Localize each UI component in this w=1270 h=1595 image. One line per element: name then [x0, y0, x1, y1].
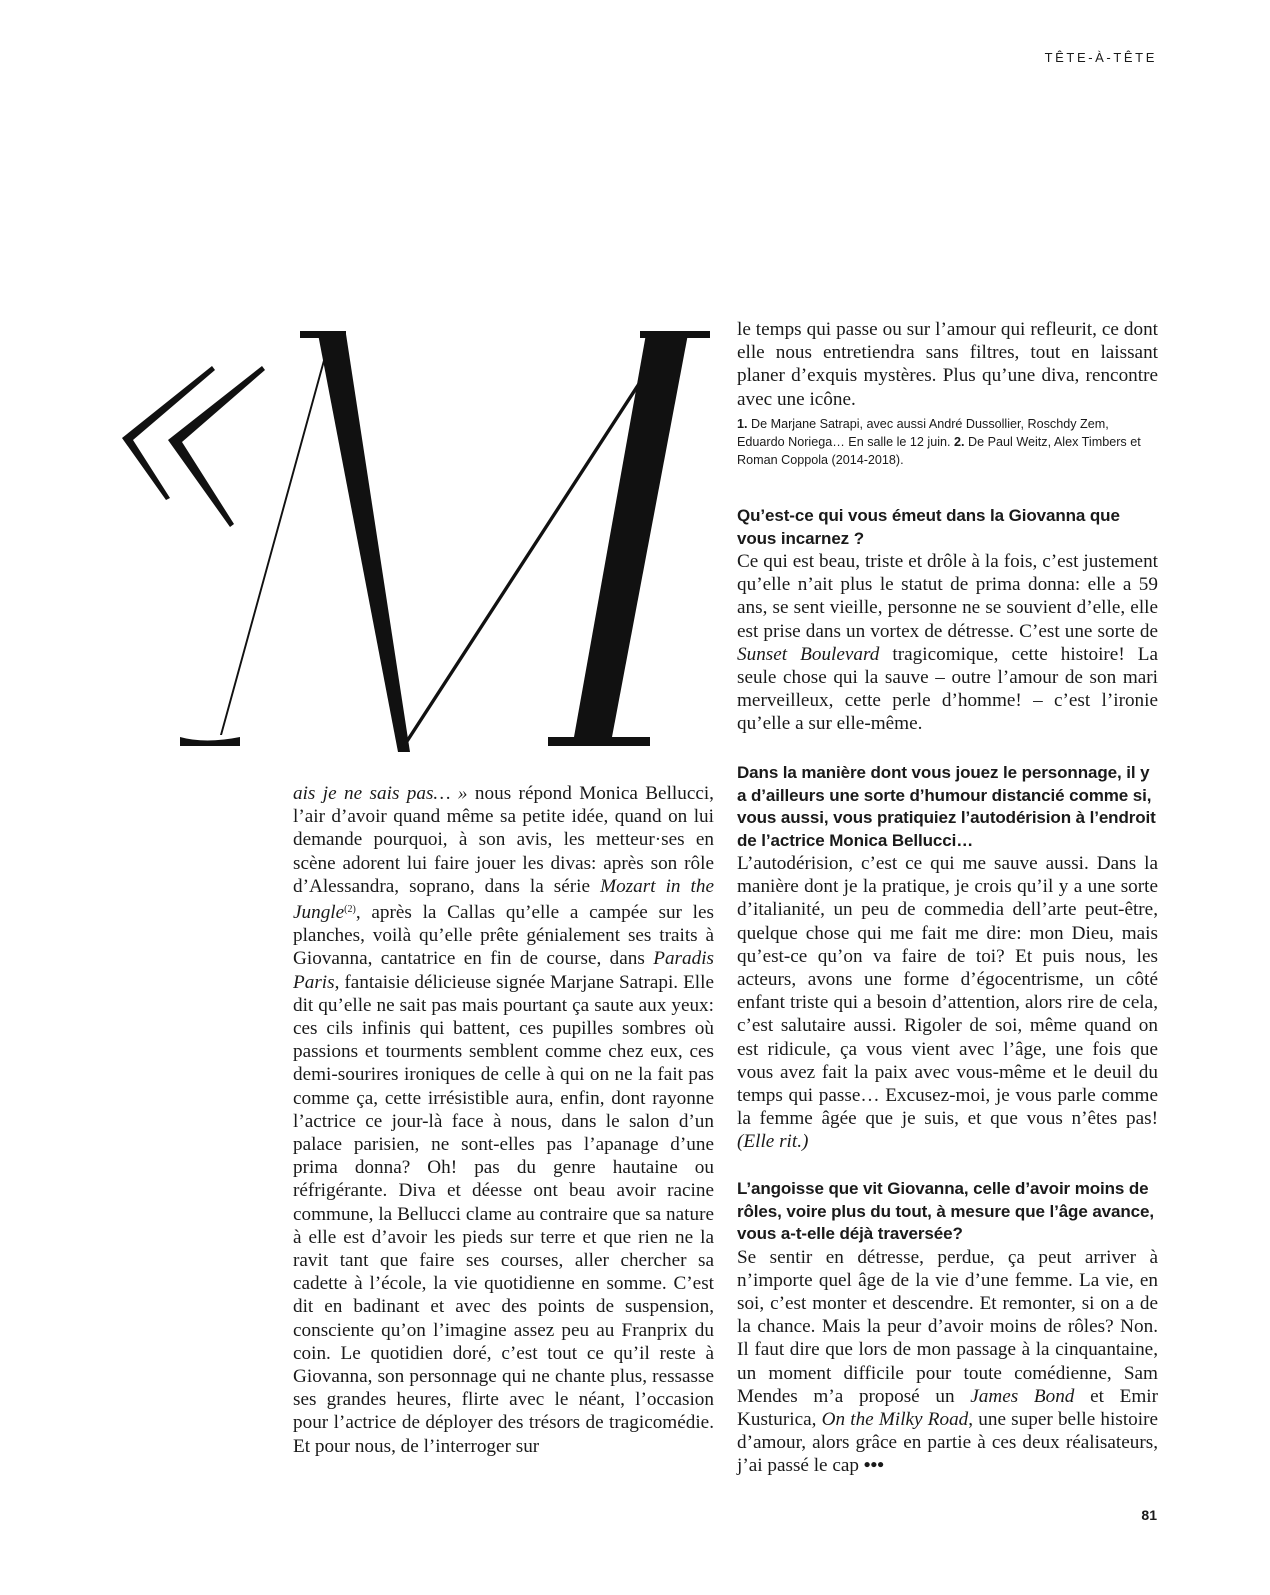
text-run: et Emir Kusturica, — [737, 1385, 1158, 1430]
footnote-ref: (2) — [344, 904, 356, 916]
text-run: De Marjane Satrapi, avec aussi André Dussollier, Roschdy Zem, Eduardo Noriega… En salle le 12 juin. — [737, 416, 1109, 449]
italic-title: ais je ne sais pas… » — [293, 783, 468, 804]
text-run: ••• — [863, 1455, 884, 1477]
interview-item-3 — [737, 1178, 1158, 1478]
text-run: , une super belle histoire d’amour, alors grâce en partie à ces deux réalisateurs, j’ai passé le cap — [737, 1408, 1158, 1477]
italic-title: Mozart in the Jungle — [293, 875, 715, 924]
text-run: De Paul Weitz, Alex Timbers et Roman Coppola (2014-2018). — [737, 434, 1141, 467]
text-run: 1. — [737, 416, 748, 431]
italic-title: (Elle rit.) — [737, 1131, 809, 1153]
italic-title: Paradis Paris — [293, 948, 714, 993]
interview-item-1 — [737, 505, 1158, 736]
text-run: Se sentir en détresse, perdue, ça peut arriver à n’importe quel âge de la vie d’une femme. La vie, en soi, c’est monter et descendre. Et remonter, si on a de la chance. Mais la peur d’avoir moins de rôles? Non. Il faut dire que lors de mon passage à la cinquantaine, un moment difficile pour toute comédienne, Sam Mendes m’a proposé un — [737, 1246, 1158, 1407]
interview-item-2 — [737, 762, 1158, 1154]
drop-cap-letter-m — [180, 331, 710, 752]
text-run: le temps qui passe ou sur l’amour qui refleurit, ce dont elle nous entretiendra sans filtres, tout en laissant planer d’exquis mystères. Plus qu’une diva, rencontre avec une icône. — [737, 319, 1158, 410]
italic-title: James Bond — [970, 1385, 1075, 1407]
opening-guillemet-icon — [122, 366, 265, 527]
intro-paragraph — [293, 782, 714, 1458]
drop-cap — [0, 0, 720, 780]
text-run: L’autodérision, c’est ce qui me sauve aussi. Dans la manière dont je la pratique, je crois qu’il y a une sorte d’italianité, un peu de commedia dell’arte peut-être, quelque chose qui me fait me dire: mon Dieu, mais qu’est-ce qu’on va faire de toi? Et puis nous, les acteurs, avons une forme d’égocentrisme, un côté enfant triste qui a besoin d’attention, alors rire de cela, c’est salutaire aussi. Rigoler de soi, même quand on est ridicule, ça vous vient avec l’âge, une fois que vous avez fait la paix avec vous-même et le deuil du temps qui passe… Excusez-moi, je vous parle comme la femme âgée que je suis, et que vous n’êtes pas! — [737, 853, 1158, 1130]
interview-answer — [737, 852, 1158, 1154]
interview-question: L’angoisse que vit Giovanna, celle d’avoir moins de rôles, voire plus du tout, à mesure que l’âge avance, vous a-t-elle déjà traversée? — [737, 1179, 1155, 1243]
text-run: Ce qui est beau, triste et drôle à la fois, c’est justement qu’elle n’ait plus le statut de prima donna: elle a 59 ans, se sent vieille, personne ne se souvient d’elle, elle est prise dans un vortex de détresse. C’est une sorte de — [737, 551, 1158, 642]
section-kicker: TÊTE-À-TÊTE — [1044, 50, 1157, 65]
text-run: , après la Callas qu’elle a campée sur les planches, voilà qu’elle prête génialement ses traits à Giovanna, cantatrice en fin de course, dans — [293, 902, 714, 970]
interview-question: Dans la manière dont vous jouez le personnage, il y a d’ailleurs une sorte d’humour distancié comme si, vous aussi, vous pratiquiez l’autodérision à l’endroit de l’actrice Monica Bellucci… — [737, 763, 1156, 850]
footnotes — [737, 415, 1158, 469]
text-run: nous répond Monica Bellucci, l’air d’avoir quand même sa petite idée, quand on lui demande pourquoi, à son avis, les metteur·ses en scène adorent lui faire jouer les divas: après son rôle d’Alessandra, soprano, dans la série — [293, 783, 714, 897]
intro-column-left — [293, 782, 714, 1458]
intro-column-right — [737, 318, 1158, 469]
text-run: tragicomique, cette histoire! La seule chose qui la sauve – outre l’amour de son mari merveilleux, cette perle d’homme! – c’est l’ironie qu’elle a sur elle-même. — [737, 643, 1159, 735]
interview-question: Qu’est-ce qui vous émeut dans la Giovanna que vous incarnez ? — [737, 506, 1120, 548]
italic-title: Sunset Boulevard — [737, 643, 880, 665]
interview-answer — [737, 550, 1158, 736]
interview-answer — [737, 1246, 1158, 1478]
text-run: , fantaisie délicieuse signée Marjane Satrapi. Elle dit qu’elle ne sait pas mais pourtant ça saute aux yeux: ces cils infinis qui battent, ces pupilles sombres où passions et tourments semblent comme chez eux, ces demi-sourires ironiques de celle à qui on ne la fait pas comme ça, cette irrésistible aura, enfin, dont rayonne l’actrice ce jour-là face à nous, dans le salon d’un palace parisien, ne sont-elles pas l’apanage d’une prima donna? Oh! pas du genre hautaine ou réfrigérante. Diva et déesse ont beau avoir racine commune, la Bellucci clame au contraire que sa nature à elle est d’avoir les pieds sur terre et que rien ne la ravit tant que faire ses courses, aller chercher sa cadette à l’école, la vie quotidienne en somme. C’est dit en badinant et avec des points de suspension, consciente qu’on l’imagine assez peu au Franprix du coin. Le quotidien doré, c’est tout ce qu’il reste à Giovanna, son personnage qui ne chante plus, ressasse ses grandes heures, flirte avec le néant, l’occasion pour l’actrice de déployer des trésors de tragicomédie. Et pour nous, de l’interroger sur — [293, 971, 714, 1457]
page-number: 81 — [1141, 1507, 1157, 1523]
intro-paragraph-continued — [737, 318, 1158, 411]
text-run: 2. — [954, 434, 965, 449]
italic-title: On the Milky Road — [821, 1408, 969, 1430]
